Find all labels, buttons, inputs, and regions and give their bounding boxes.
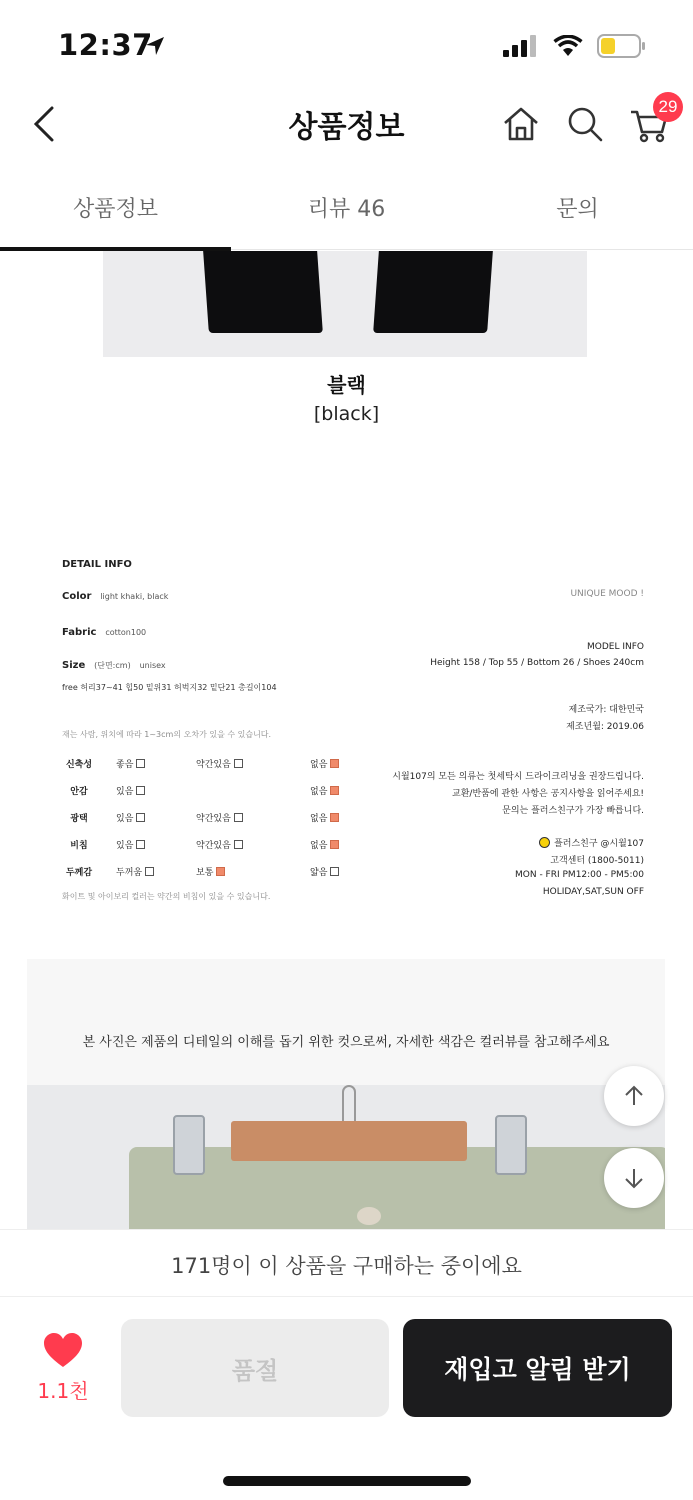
attribute-label: 신축성 <box>65 760 93 770</box>
footnote: 화이트 및 아이보리 컬러는 약간의 비침이 있을 수 있습니다. <box>62 892 271 901</box>
attribute-option-label: 얇음 <box>310 868 328 878</box>
scroll-down-button[interactable] <box>604 1148 664 1208</box>
size-measurements: free 허리37~41 힙50 밑위31 허벅지32 밑단21 총길이104 <box>62 683 277 692</box>
pants-button <box>357 1207 381 1225</box>
photo-caption-area <box>27 959 665 1085</box>
pants-leg <box>373 251 493 333</box>
like-count: 1.1천 <box>37 1379 89 1403</box>
attribute-option-label: 없음 <box>310 841 328 851</box>
product-photo-black <box>103 251 587 357</box>
attribute-option <box>310 784 339 797</box>
unchecked-box <box>136 786 145 795</box>
fabric-value: cotton100 <box>105 628 147 637</box>
attribute-row <box>62 865 342 892</box>
scroll-up-button[interactable] <box>604 1066 664 1126</box>
care-note-2: 교환/반품에 관한 사항은 공지사항을 읽어주세요! <box>452 789 644 799</box>
care-note-3: 문의는 플러스친구가 가장 빠릅니다. <box>502 806 644 816</box>
attribute-option <box>310 757 339 770</box>
heart-icon <box>43 1333 83 1369</box>
detail-info <box>62 559 644 929</box>
attribute-row <box>62 811 342 838</box>
unchecked-box <box>136 840 145 849</box>
unchecked-box <box>234 813 243 822</box>
unchecked-box <box>136 759 145 768</box>
soldout-button[interactable]: 품절 <box>121 1319 389 1417</box>
fabric-label: Fabric <box>62 627 97 638</box>
attribute-option-label: 보통 <box>196 868 214 878</box>
attribute-label: 안감 <box>70 787 88 797</box>
attribute-label: 두께감 <box>65 868 93 878</box>
attribute-option-label: 있음 <box>116 787 134 797</box>
hanger-hook <box>342 1085 356 1121</box>
size-note: 재는 사람, 위치에 따라 1~3cm의 오차가 있을 수 있습니다. <box>62 730 272 739</box>
attribute-option <box>310 811 339 824</box>
cs-center: 고객센터 (1800-5011) <box>550 856 644 866</box>
search-icon <box>566 105 604 143</box>
color-value: light khaki, black <box>100 592 169 601</box>
home-indicator <box>223 1476 471 1486</box>
color-row <box>62 591 168 602</box>
product-detail-photo <box>27 1085 665 1229</box>
attribute-option-label: 좋음 <box>116 760 134 770</box>
cart-button[interactable] <box>625 97 678 148</box>
hanger-clip <box>495 1115 527 1175</box>
search-button[interactable] <box>561 100 609 148</box>
location-arrow-icon <box>143 34 167 58</box>
attribute-grid <box>62 757 342 892</box>
attribute-option <box>196 757 243 770</box>
attribute-label: 광택 <box>70 814 88 824</box>
app-header <box>0 92 693 156</box>
attribute-option <box>310 838 339 851</box>
tab-reviews[interactable]: 리뷰 46 <box>307 197 386 222</box>
unchecked-box <box>136 813 145 822</box>
attribute-row <box>62 838 342 865</box>
attribute-option <box>116 865 154 878</box>
status-bar <box>0 0 693 92</box>
checked-box <box>216 867 225 876</box>
checked-box <box>330 813 339 822</box>
fabric-row <box>62 627 146 638</box>
attribute-option-label: 약간있음 <box>196 814 231 824</box>
battery-icon <box>597 34 647 58</box>
attribute-option <box>116 811 145 824</box>
attribute-option-label: 두꺼움 <box>116 868 143 878</box>
wifi-icon <box>553 35 583 57</box>
plus-friend-text: 플러스친구 @시월107 <box>554 839 644 849</box>
arrow-up-icon <box>622 1084 646 1108</box>
cellular-signal-icon <box>503 35 539 57</box>
detail-info-title: DETAIL INFO <box>62 559 132 570</box>
attribute-label: 비침 <box>70 841 88 851</box>
cs-off: HOLIDAY,SAT,SUN OFF <box>542 887 644 897</box>
tab-inquiry[interactable]: 문의 <box>556 197 599 222</box>
size-label: Size <box>62 660 86 671</box>
checked-box <box>330 786 339 795</box>
cs-hours: MON - FRI PM12:00 - PM5:00 <box>515 870 644 880</box>
color-label: Color <box>62 591 92 602</box>
home-icon <box>501 104 541 144</box>
attribute-option <box>116 784 145 797</box>
restock-alert-button[interactable]: 재입고 알림 받기 <box>403 1319 672 1417</box>
attribute-option-label: 약간있음 <box>196 760 231 770</box>
model-info-label: MODEL INFO <box>587 642 644 652</box>
size-row <box>62 660 166 671</box>
attribute-option <box>196 811 243 824</box>
plus-friend <box>539 836 644 849</box>
attribute-option-label: 없음 <box>310 814 328 824</box>
tab-product-info[interactable]: 상품정보 <box>0 170 231 249</box>
checked-box <box>330 840 339 849</box>
manufacture-date: 제조년월: 2019.06 <box>566 722 644 732</box>
attribute-option <box>310 865 339 878</box>
brand-mood: UNIQUE MOOD ! <box>570 589 644 599</box>
like-button[interactable] <box>30 1333 96 1404</box>
size-gender: unisex <box>139 661 166 670</box>
hanger-clip <box>173 1115 205 1175</box>
pants-leg <box>203 251 323 333</box>
attribute-option-label: 약간있음 <box>196 841 231 851</box>
size-unit: (단면:cm) <box>94 661 131 670</box>
wooden-hanger <box>231 1121 467 1161</box>
product-detail-content <box>0 251 693 1229</box>
attribute-option-label: 없음 <box>310 760 328 770</box>
page-title: 상품정보 <box>288 110 405 145</box>
care-note-1: 시월107의 모든 의류는 첫세탁시 드라이크리닝을 권장드립니다. <box>392 772 644 782</box>
unchecked-box <box>145 867 154 876</box>
attribute-option <box>196 865 225 878</box>
checked-box <box>330 759 339 768</box>
attribute-option-label: 없음 <box>310 787 328 797</box>
arrow-down-icon <box>622 1166 646 1190</box>
product-tabs <box>0 170 693 250</box>
attribute-option-label: 있음 <box>116 841 134 851</box>
color-name-ko: 블랙 <box>327 373 366 397</box>
attribute-row <box>62 784 342 811</box>
status-time: 12:37 <box>58 28 153 62</box>
bottom-action-bar <box>0 1297 693 1500</box>
attribute-option-label: 있음 <box>116 814 134 824</box>
attribute-option <box>116 757 145 770</box>
buying-now-banner: 171명이 이 상품을 구매하는 중이에요 <box>0 1229 693 1297</box>
cart-badge: 29 <box>653 92 683 122</box>
attribute-option <box>196 838 243 851</box>
unchecked-box <box>234 759 243 768</box>
unchecked-box <box>330 867 339 876</box>
attribute-row <box>62 757 342 784</box>
color-name-en: [black] <box>313 403 380 425</box>
home-button[interactable] <box>497 100 545 148</box>
photo-caption: 본 사진은 제품의 디테일의 이해를 돕기 위한 컷으로써, 자세한 색감은 컬러뷰를 참고해주세요 <box>82 1035 610 1050</box>
origin-country: 제조국가: 대한민국 <box>568 705 644 715</box>
unchecked-box <box>234 840 243 849</box>
attribute-option <box>116 838 145 851</box>
kakao-plus-icon <box>539 837 550 848</box>
model-info-value: Height 158 / Top 55 / Bottom 26 / Shoes 240cm <box>430 658 644 668</box>
